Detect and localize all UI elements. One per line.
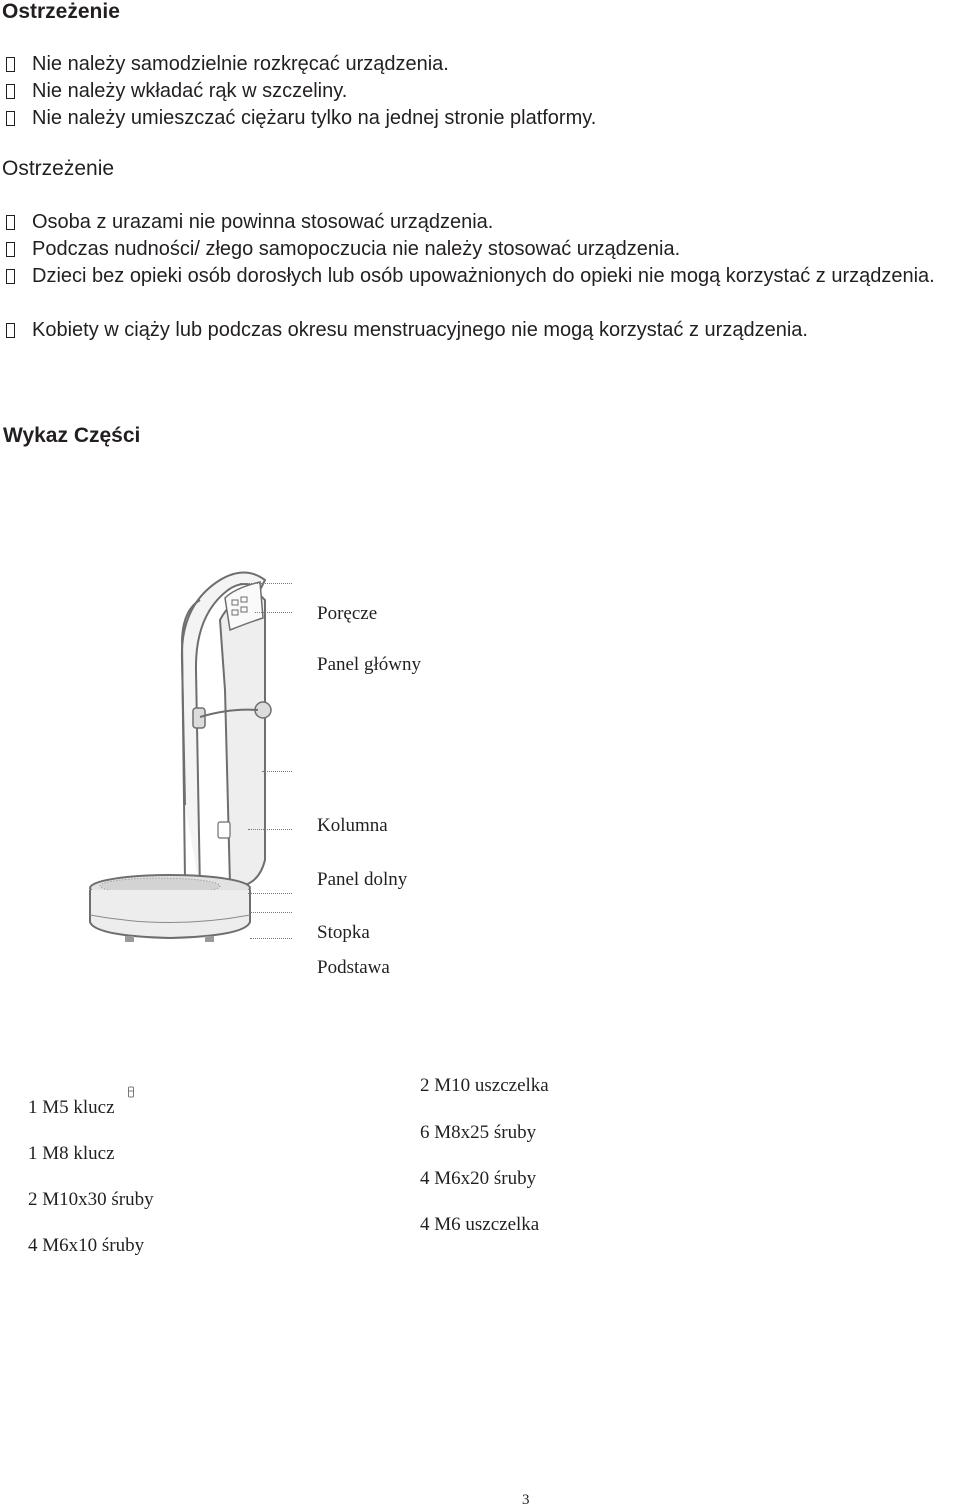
accessory-item: 6 M8x25 śruby [420,1122,537,1143]
list-item-text: Nie należy samodzielnie rozkręcać urządzenia. [32,53,449,75]
vibration-platform-illustration [60,560,300,950]
list-item [6,236,956,263]
part-label-bottom-panel: Panel dolny [317,869,408,890]
list-item [6,105,956,132]
warning-title-1: Ostrzeżenie [2,0,120,23]
leader-line [248,893,292,894]
list-item [6,317,956,344]
list-item [6,209,956,236]
leader-line [250,938,292,939]
part-label-handlebars: Poręcze [317,603,378,624]
list-item-text: Nie należy wkładać rąk w szczeliny. [32,80,348,102]
leader-line [248,829,292,830]
accessory-item: 2 M10 uszczelka [420,1075,549,1096]
parts-title: Wykaz Części [3,424,141,447]
part-label-main-panel: Panel główny [317,654,421,675]
bullet-box-icon [6,111,15,126]
part-label-base: Podstawa [317,957,390,978]
bullet-box-icon [6,215,15,230]
list-item [6,51,956,78]
part-label-column: Kolumna [317,815,388,836]
list-item-text: Osoba z urazami nie powinna stosować urządzenia. [32,211,494,233]
list-item-text: Kobiety w ciąży lub podczas okresu menstruacyjnego nie mogą korzystać z urządzenia. [32,319,808,341]
list-item [6,263,956,290]
wrench-icon [127,1086,135,1098]
accessory-item: 4 M6x10 śruby [28,1235,145,1256]
leader-line [240,583,292,584]
bullet-box-icon [6,57,15,72]
list-item [6,78,956,105]
leader-line [255,612,292,613]
list-item-text: Podczas nudności/ złego samopoczucia nie należy stosować urządzenia. [32,238,681,260]
bullet-box-icon [6,84,15,99]
part-label-foot: Stopka [317,922,370,943]
accessory-item: 1 M5 klucz [28,1097,115,1118]
leader-line [262,771,292,772]
list-item-text: Nie należy umieszczać ciężaru tylko na jednej stronie platformy. [32,107,597,129]
list-item-text: Dzieci bez opieki osób dorosłych lub osób upoważnionych do opieki nie mogą korzystać z urządzenia. [32,265,935,287]
accessory-item: 4 M6 uszczelka [420,1214,540,1235]
page-number: 3 [522,1492,530,1508]
leader-line [250,912,292,913]
bullet-box-icon [6,269,15,284]
accessory-item: 2 M10x30 śruby [28,1189,154,1210]
accessory-item: 4 M6x20 śruby [420,1168,537,1189]
accessory-item: 1 M8 klucz [28,1143,115,1164]
bullet-box-icon [6,242,15,257]
bullet-box-icon [6,323,15,338]
warning-title-2: Ostrzeżenie [2,157,115,180]
